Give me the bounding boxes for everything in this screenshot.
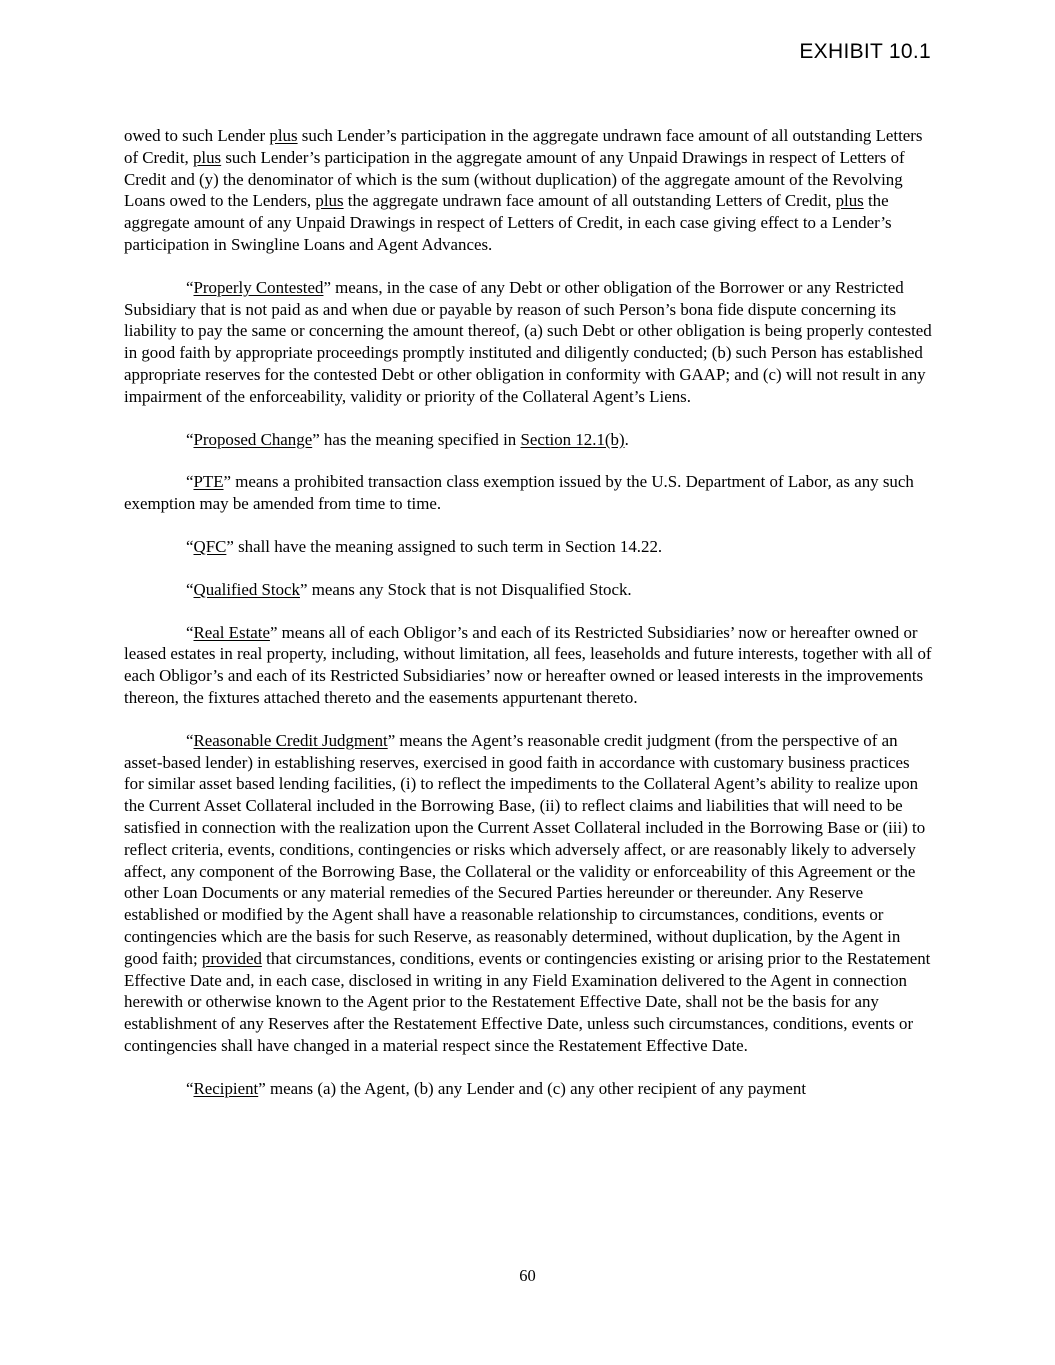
- paragraph-text: the aggregate undrawn face amount of all outstanding Letters of Credit,: [343, 191, 836, 211]
- paragraph-text: “: [186, 472, 194, 492]
- underlined-term: Reasonable Credit Judgment: [193, 730, 388, 750]
- paragraph-text: ” means (a) the Agent, (b) any Lender and (c) any other recipient of any payment: [258, 1078, 807, 1098]
- paragraph-text: ” means any Stock that is not Disqualified Stock.: [299, 579, 632, 599]
- paragraph-text: “: [186, 277, 194, 297]
- paragraph: [124, 579, 932, 601]
- paragraph-text: ” means the Agent’s reasonable credit judgment (from the perspective of an asset-based lender) in establishing reserves, exercised in good faith in accordance with customary business practices for similar asset based lending facilities, (i) to reflect the impediments to the Collateral Agent’s ability to realize upon the Current Asset Collateral included in the Borrowing Base, (ii) to reflect claims and liabilities that will need to be satisfied in connection with the realization upon the Current Asset Collateral included in the Borrowing Base or (iii) to reflect criteria, events, conditions, contingencies or risks which adversely affect, or are reasonably likely to adversely affect, any component of the Borrowing Base, the Collateral or the validity or enforceability of this Agreement or the other Loan Documents or any material remedies of the Secured Parties hereunder or thereunder. Any Reserve established or modified by the Agent shall have a reasonable relationship to circumstances, conditions, events or contingencies which are the basis for such Reserve, as reasonably determined, without duplication, by the Agent in good faith;: [124, 730, 926, 968]
- underlined-term: plus: [835, 191, 864, 211]
- paragraph-text: such Lender’s participation in the aggregate undrawn face amount of all outstanding Letters of Credit,: [124, 126, 923, 167]
- paragraph-text: “: [186, 579, 194, 599]
- underlined-term: Recipient: [193, 1078, 259, 1098]
- paragraph: [124, 622, 932, 709]
- page-number: 60: [519, 1266, 536, 1285]
- underlined-term: plus: [192, 147, 222, 167]
- paragraph: [124, 429, 932, 451]
- paragraph-text: “: [186, 730, 194, 750]
- underlined-term: Real Estate: [193, 622, 270, 642]
- paragraph: [124, 125, 932, 256]
- underlined-term: Properly Contested: [193, 277, 324, 297]
- paragraph-text: “: [186, 622, 194, 642]
- paragraph-text: “: [186, 1078, 194, 1098]
- document-body: [124, 125, 932, 1120]
- paragraph-text: owed to such Lender: [124, 126, 270, 145]
- paragraph-text: the aggregate amount of any Unpaid Drawings in respect of Letters of Credit, in each case giving effect to a Lender’s participation in Swingline Loans and Agent Advances.: [124, 191, 892, 254]
- underlined-term: provided: [201, 948, 262, 968]
- paragraph-text: ” shall have the meaning assigned to such term in Section 14.22.: [226, 536, 663, 556]
- paragraph-text: ” means all of each Obligor’s and each of its Restricted Subsidiaries’ now or hereafter owned or leased estates in real property, including, without limitation, all fees, leaseholds and future interests, together with all of each Obligor’s and each of its Restricted Subsidiaries’ now or hereafter owned or leased interests in the improvements thereon, the fixtures attached thereto and the easements appurtenant thereto.: [124, 622, 932, 707]
- paragraph: [124, 277, 932, 408]
- paragraph: [124, 730, 932, 1057]
- paragraph-text: such Lender’s participation in the aggregate amount of any Unpaid Drawings in respect of Letters of Credit and (y) the denominator of which is the sum (without duplication) of the aggregate amount of the Revolving Loans owed to the Lenders,: [124, 147, 905, 211]
- paragraph-text: that circumstances, conditions, events or contingencies existing or arising prior to the Restatement Effective Date and, in each case, disclosed in writing in any Field Examination delivered to the Agent in connection herewith or otherwise known to the Agent prior to the Restatement Effective Date, shall not be the basis for any establishment of any Reserves after the Restatement Effective Date, unless such circumstances, conditions, events or contingencies shall have changed in a material respect since the Restatement Effective Date.: [124, 948, 931, 1055]
- underlined-term: QFC: [193, 536, 227, 556]
- underlined-term: Section 12.1(b): [520, 429, 625, 449]
- underlined-term: PTE: [193, 472, 224, 492]
- paragraph-text: “: [186, 429, 194, 449]
- paragraph-text: ” has the meaning specified in: [312, 429, 521, 449]
- paragraph: [124, 1078, 932, 1100]
- paragraph-text: .: [624, 429, 629, 449]
- paragraph: [124, 471, 932, 515]
- paragraph-text: “: [186, 536, 194, 556]
- underlined-term: plus: [269, 126, 298, 145]
- paragraph-text: ” means, in the case of any Debt or other obligation of the Borrower or any Restricted Subsidiary that is not paid as and when due or payable by reason of such Person’s bona fide dispute concerning its liability to pay the same or concerning the amount thereof, (a) such Debt or other obligation is being properly contested in good faith by appropriate proceedings promptly instituted and diligently conducted; (b) such Person has established appropriate reserves for the contested Debt or other obligation in conformity with GAAP; and (c) will not result in any impairment of the enforceability, validity or priority of the Collateral Agent’s Liens.: [124, 277, 932, 406]
- underlined-term: Qualified Stock: [193, 579, 300, 599]
- paragraph: [124, 536, 932, 558]
- paragraph-text: ” means a prohibited transaction class exemption issued by the U.S. Department of Labor, as any such exemption may be amended from time to time.: [124, 472, 914, 514]
- exhibit-label: EXHIBIT 10.1: [799, 40, 931, 63]
- underlined-term: Proposed Change: [193, 429, 313, 449]
- underlined-term: plus: [315, 191, 344, 211]
